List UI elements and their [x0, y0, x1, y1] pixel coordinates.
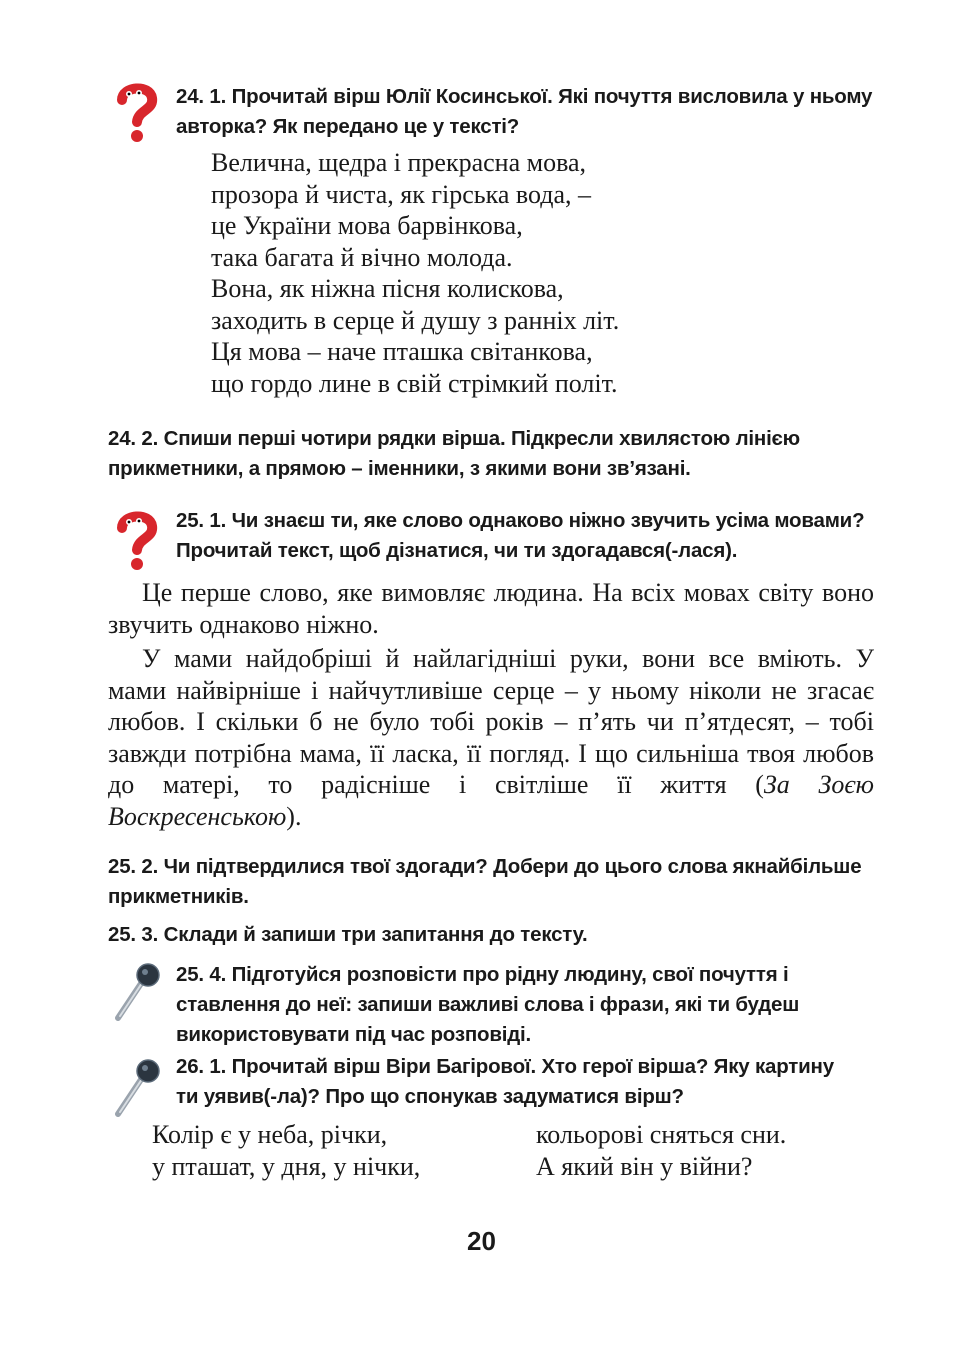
microphone-icon	[110, 962, 162, 1022]
page-number: 20	[467, 1226, 496, 1256]
exercise-25-1-task: 25. 1. Чи знаєш ти, яке слово однаково ніжно звучить усіма мовами? Прочитай текст, щоб дізнатися, чи ти здогадався(-лася).	[176, 509, 865, 562]
poem-line: заходить в серце й душу з ранніх літ.	[211, 305, 620, 335]
poem-line: у пташат, у дня, у нічки,	[152, 1151, 421, 1181]
poem-line: кольорові сняться сни.	[536, 1120, 787, 1149]
poem-line: Колір є у неба, річки,	[152, 1120, 388, 1149]
exercise-24-2-task: 24. 2. Спиши перші чотири рядки вірша. Підкресли хвилястою лінією прикметники, а прямою – іменники, з якими вони зв’язані.	[108, 427, 800, 480]
exercise-25-3-task: 25. 3. Склади й запиши три запитання до тексту.	[108, 923, 588, 946]
exercise-25-2-task: 25. 2. Чи підтвердилися твої здогади? Добери до цього слова якнайбільше прикметників.	[108, 855, 862, 908]
question-mark-icon	[112, 508, 160, 572]
poem-line: Вона, як ніжна пісня колискова,	[211, 274, 564, 303]
poem-line: що гордо лине в свій стрімкий політ.	[211, 368, 618, 398]
poem-24	[211, 147, 771, 399]
poem-line: А який він у війни?	[536, 1151, 753, 1181]
microphone-icon	[110, 1058, 162, 1118]
poem-26-right	[536, 1119, 876, 1182]
exercise-24-1-task: 24. 1. Прочитай вірш Юлії Косинської. Які почуття висловила у ньому авторка? Як передано це у тексті?	[176, 85, 873, 138]
text-25	[108, 577, 874, 832]
poem-line: прозора й чиста, як гірська вода, –	[211, 179, 592, 209]
poem-26-left	[152, 1119, 512, 1182]
author-attribution: За Зоєю Воскресенською	[108, 770, 875, 831]
poem-line: Ця мова – наче пташка світанкова,	[211, 337, 593, 366]
paragraph-end: ).	[286, 801, 302, 831]
poem-line: така багата й вічно молода.	[211, 242, 513, 272]
paragraph	[108, 643, 874, 832]
poem-line: Велична, щедра і прекрасна мова,	[211, 148, 587, 177]
exercise-26-1-task: 26. 1. Прочитай вірш Віри Багірової. Хто герої вірша? Яку картину ти уявив(-ла)? Про що спонукав задуматися вірш?	[176, 1055, 834, 1108]
paragraph: Це перше слово, яке вимовляє людина. На всіх мовах світу воно звучить однаково ніжно.	[108, 578, 874, 639]
question-mark-icon	[112, 80, 160, 144]
exercise-25-4-task: 25. 4. Підготуйся розповісти про рідну людину, свої почуття і ставлення до неї: запиши важливі слова і фрази, які ти будеш використовувати під час розповіді.	[176, 963, 800, 1046]
poem-line: це України мова барвінкова,	[211, 211, 523, 240]
paragraph-text: У мами найдобріші й найлагідніші руки, вони все вміють. У мами найвірніше і найчутливіше серце – у ньому ніколи не згасає любов. І скільки б не було тобі років – п’ять чи п’ятдесят, – тобі завжди потрібна мама, її ласка, її погляд. І що сильніша твоя любов до матері, то радісніше і світліше її життя (	[108, 644, 874, 799]
